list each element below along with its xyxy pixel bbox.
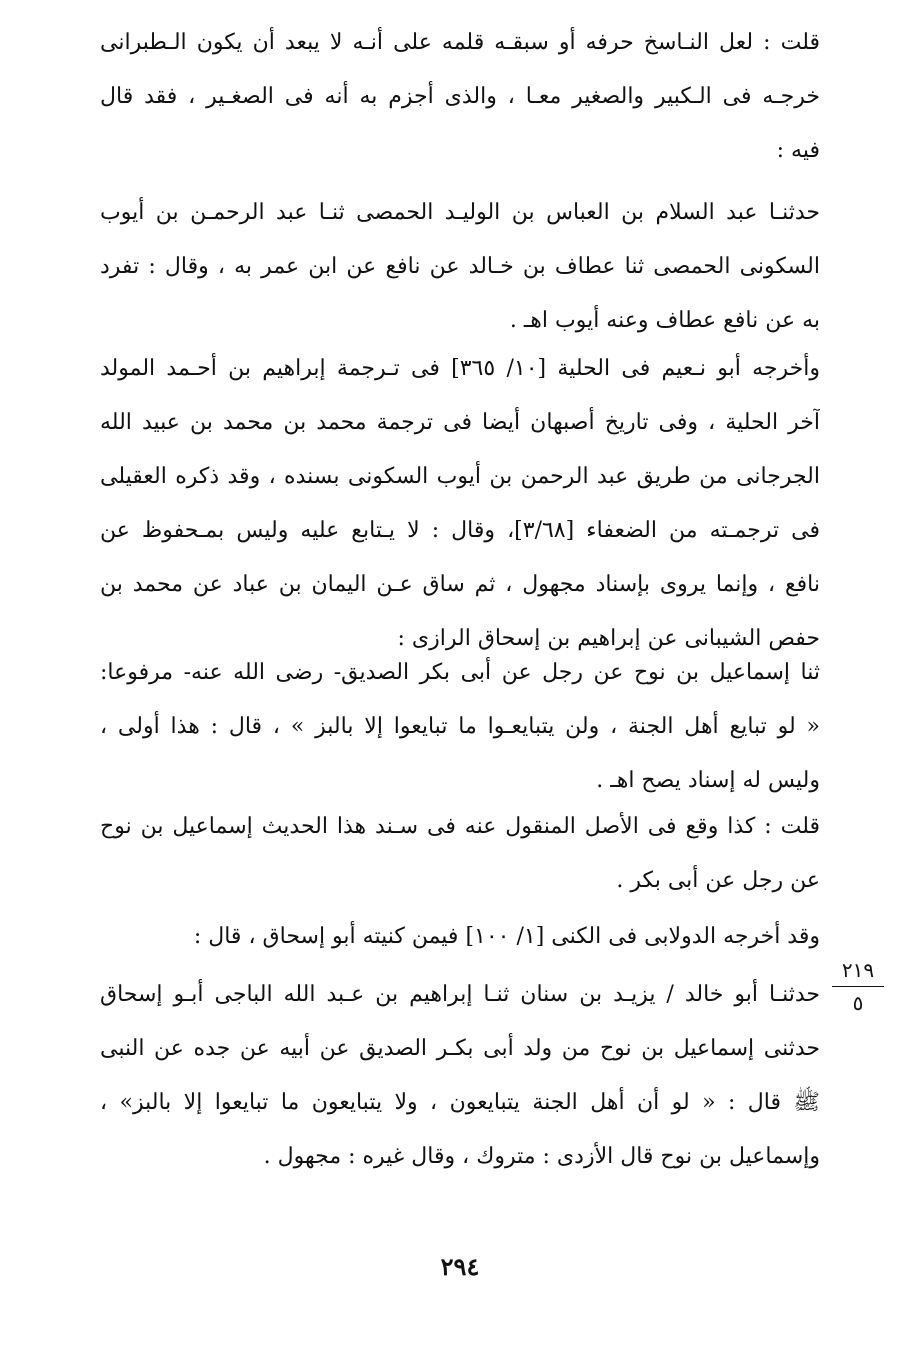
text-line: نافع ، وإنما يروى بإسناد مجهول ، ثم ساق عـن اليمان بن عباد عن محمد بن <box>100 572 820 597</box>
margin-reference <box>832 958 884 1015</box>
paragraph-8 <box>100 1130 820 1184</box>
text-line: فى ترجمـته من الضعفاء [٣/٦٨]، وقال : لا يـتابع عليه وليس بمـحفوظ عن <box>100 518 820 543</box>
text-line: به عن نافع عطاف وعنه أيوب اهـ . <box>509 308 820 333</box>
paragraph-5 <box>100 800 820 908</box>
text-line: فيه : <box>776 138 820 163</box>
text-line: وإسماعيل بن نوح قال الأزدى : متروك ، وقال غيره : مجهول . <box>263 1144 820 1169</box>
text-line: قلت : كذا وقع فى الأصل المنقول عنه فى سـند هذا الحديث إسماعيل بن نوح <box>100 814 820 839</box>
text-line: خرجـه فى الـكبير والصغير معـا ، والذى أجزم به أنه فى الصغـير ، فقد قال <box>100 84 820 109</box>
margin-reference-page: ٥ <box>852 991 864 1015</box>
paragraph-7 <box>100 968 820 1130</box>
paragraph-3 <box>100 342 820 666</box>
text-line: الجرجانى من طريق عبد الرحمن بن أيوب السكونى بسنده ، وقد ذكره العقيلى <box>100 464 820 489</box>
text-line: وأخرجه أبو نـعيم فى الحلية [١٠/ ٣٦٥] فى تـرجمة إبراهيم بن أحـمد المولد <box>100 356 820 381</box>
text-line: « لو تبايع أهل الجنة ، ولن يتبايعـوا ما تبايعوا إلا بالبز » ، قال : هذا أولى ، <box>100 714 820 739</box>
paragraph-2 <box>100 186 820 348</box>
paragraph-6 <box>100 910 820 964</box>
text-line: حفص الشيبانى عن إبراهيم بن إسحاق الرازى : <box>397 626 820 651</box>
text-line: عن رجل عن أبى بكر . <box>616 868 820 893</box>
margin-reference-volume: ٢١٩ <box>841 958 875 982</box>
text-line: حدثنـا عبد السلام بن العباس بن الوليـد الحمصى ثنـا عبد الرحمـن بن أيوب <box>100 200 820 225</box>
text-line: حدثنـا أبو خالد / يزيـد بن سنان ثنـا إبراهيم بن عـبد الله الباجى أبـو إسحاق <box>100 982 820 1007</box>
text-line: ﷺ قال : « لو أن أهل الجنة يتبايعون ، ولا يتبايعون ما تبايعوا إلا بالبز» ، <box>100 1090 820 1115</box>
text-line: ثنا إسماعيل بن نوح عن رجل عن أبى بكر الصديق- رضى الله عنه- مرفوعا: <box>100 660 820 685</box>
page-number: ٢٩٤ <box>440 1252 480 1281</box>
paragraph-1 <box>100 16 820 178</box>
text-line: السكونى الحمصى ثنا عطاف بن خـالد عن نافع عن ابن عمر به ، وقال : تفرد <box>100 254 820 279</box>
paragraph-4 <box>100 646 820 808</box>
text-line: حدثنى إسماعيل بن نوح من ولد أبى بكـر الصديق عن أبيه عن جده عن النبى <box>100 1036 820 1061</box>
text-line: وقد أخرجه الدولابى فى الكنى [١/ ١٠٠] فيمن كنيته أبو إسحاق ، قال : <box>193 924 820 949</box>
text-line: وليس له إسناد يصح اهـ . <box>596 768 820 793</box>
text-line: قلت : لعل النـاسخ حرفه أو سبقـه قلمه على أنـه لا يبعد أن يكون الـطبرانى <box>100 30 820 55</box>
margin-reference-rule <box>832 986 884 987</box>
text-line: آخر الحلية ، وفى تاريخ أصبهان أيضا فى ترجمة محمد بن محمد بن عبيد الله <box>100 410 820 435</box>
